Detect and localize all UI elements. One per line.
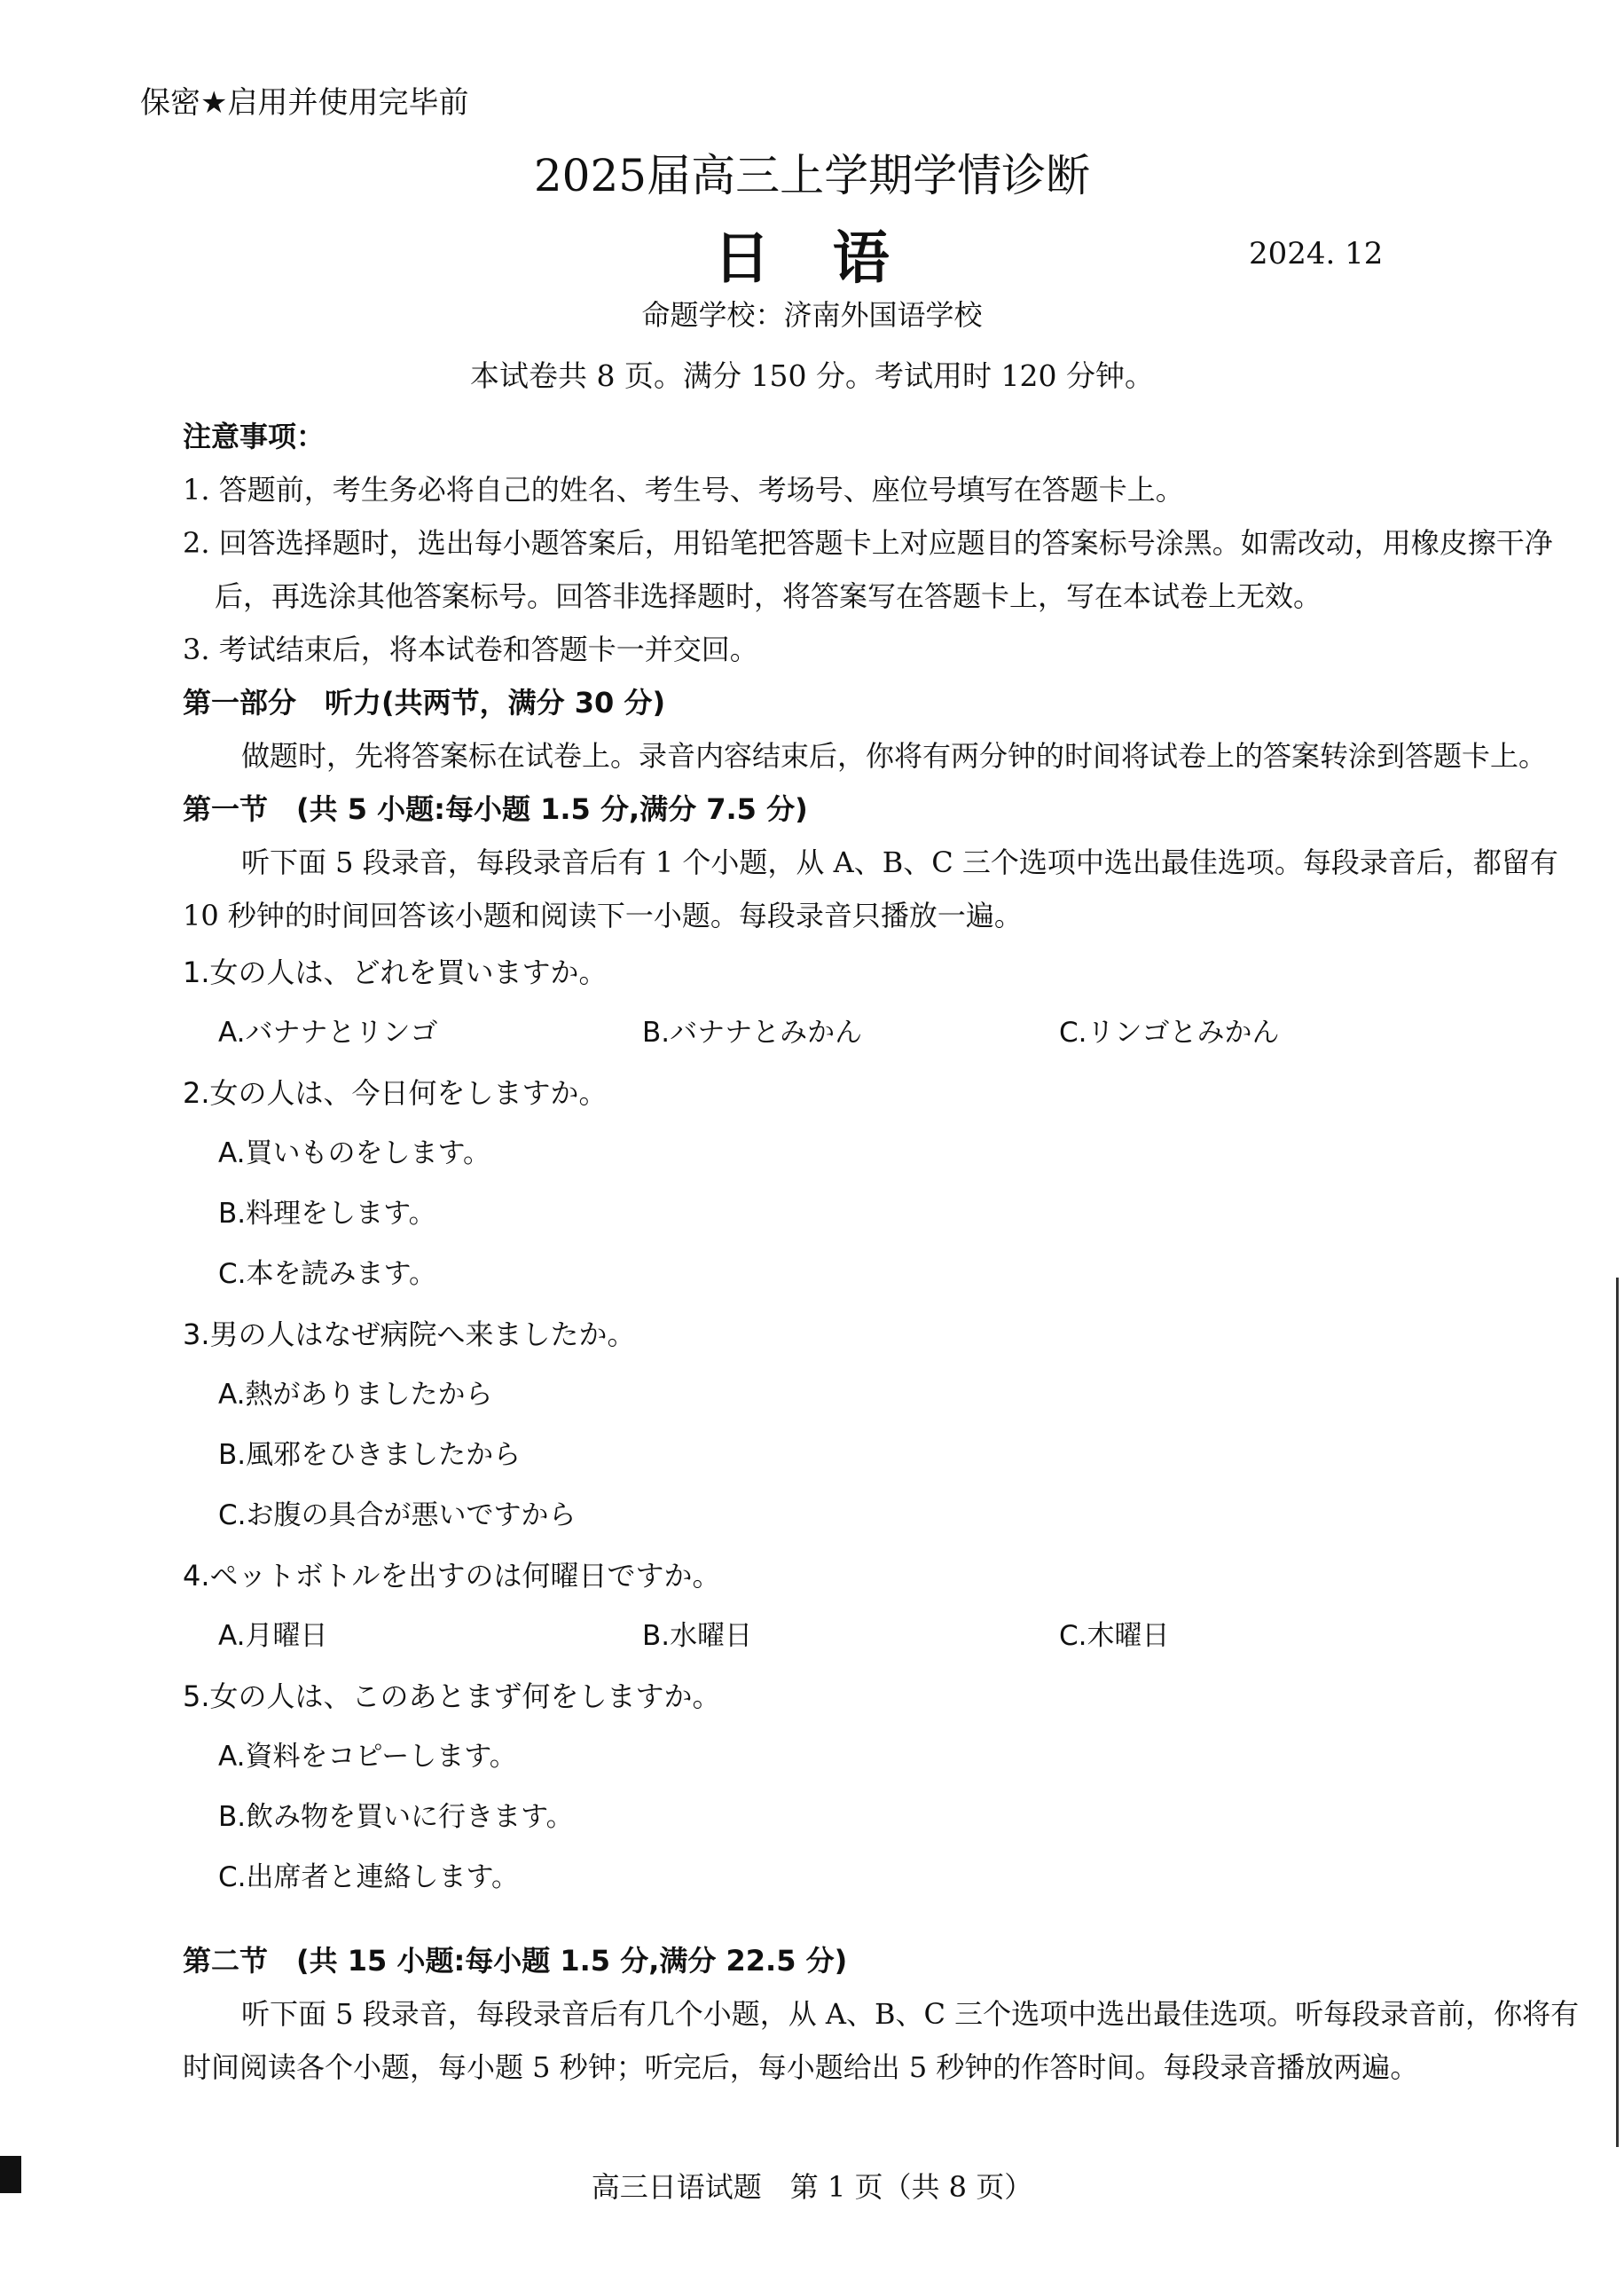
scan-edge-line	[1616, 1278, 1619, 2147]
option-c: C.木曜日	[1059, 1620, 1170, 1652]
note-item-3: 3. 考试结束后，将本试卷和答题卡一并交回。	[183, 633, 758, 666]
option-b: B.風邪をひきましたから	[218, 1439, 522, 1471]
part1-heading: 第一部分 听力(共两节，满分 30 分)	[183, 686, 666, 720]
question-4-options	[183, 1606, 1589, 1666]
option-c: C.リンゴとみかん	[1059, 1017, 1280, 1049]
option-b: B.バナナとみかん	[642, 1017, 863, 1049]
option-c: C.お腹の具合が悪いですから	[218, 1499, 577, 1531]
subject-title: 日 语	[713, 226, 911, 292]
exam-date: 2024. 12	[1249, 236, 1384, 271]
section1-heading: 第一节 (共 5 小题:每小题 1.5 分,满分 7.5 分)	[183, 792, 808, 826]
page-footer: 高三日语试题 第 1 页（共 8 页）	[591, 2170, 1033, 2204]
part1-instructions: 做题时，先将答案标在试卷上。录音内容结束后，你将有两分钟的时间将试卷上的答案转涂到答题卡上。	[241, 739, 1548, 773]
option-b: B.料理をします。	[218, 1198, 436, 1230]
option-b: B.水曜日	[642, 1620, 753, 1652]
section2-heading: 第二节 (共 15 小题:每小题 1.5 分,满分 22.5 分)	[183, 1944, 848, 1978]
note-item-1: 1. 答题前，考生务必将自己的姓名、考生号、考场号、座位号填写在答题卡上。	[183, 473, 1184, 507]
exam-info: 本试卷共 8 页。满分 150 分。考试用时 120 分钟。	[470, 358, 1154, 393]
option-a: A.資料をコピーします。	[218, 1741, 517, 1773]
option-a: A.バナナとリンゴ	[218, 1017, 438, 1049]
note-item-2: 2. 回答选择题时，选出每小题答案后，用铅笔把答题卡上对应题目的答案标号涂黑。如需改动，用橡皮擦干净后，再选涂其他答案标号。回答非选择题时，将答案写在答题卡上，写在本试卷上无效。	[183, 526, 1553, 613]
question-1: 1.女の人は、どれを買いますか。	[183, 956, 608, 989]
confidential-label: 保密★启用并使用完毕前	[140, 85, 469, 121]
option-a: A.月曜日	[218, 1620, 328, 1652]
notes-heading: 注意事项：	[183, 420, 326, 453]
option-c: C.出席者と連絡します。	[218, 1861, 520, 1893]
section2-instructions: 听下面 5 段录音，每段录音后有几个小题，从 A、B、C 三个选项中选出最佳选项。听每段录音前，你将有时间阅读各个小题，每小题 5 秒钟；听完后，每小题给出 5 秒钟的作答时间。每段录音播放两遍。	[183, 1997, 1580, 2084]
question-4: 4.ペットボトルを出すのは何曜日ですか。	[183, 1559, 721, 1593]
school-line: 命题学校：济南外国语学校	[641, 298, 983, 332]
question-1-options	[183, 1003, 1589, 1063]
section1-instructions: 听下面 5 段录音，每段录音后有 1 个小题，从 A、B、C 三个选项中选出最佳选项。每段录音后，都留有 10 秒钟的时间回答该小题和阅读下一小题。每段录音只播放一遍。	[183, 845, 1558, 932]
exam-content	[183, 410, 1589, 2094]
option-c: C.本を読みます。	[218, 1258, 437, 1290]
question-3: 3.男の人はなぜ病院へ来ましたか。	[183, 1317, 636, 1351]
exam-title: 2025届高三上学期学情诊断	[533, 150, 1091, 201]
option-a: A.熱がありましたから	[218, 1379, 493, 1411]
question-2: 2.女の人は、今日何をしますか。	[183, 1076, 608, 1110]
option-a: A.買いものをします。	[218, 1137, 491, 1169]
option-b: B.飲み物を買いに行きます。	[218, 1801, 574, 1833]
question-5: 5.女の人は、このあとまず何をしますか。	[183, 1679, 721, 1713]
